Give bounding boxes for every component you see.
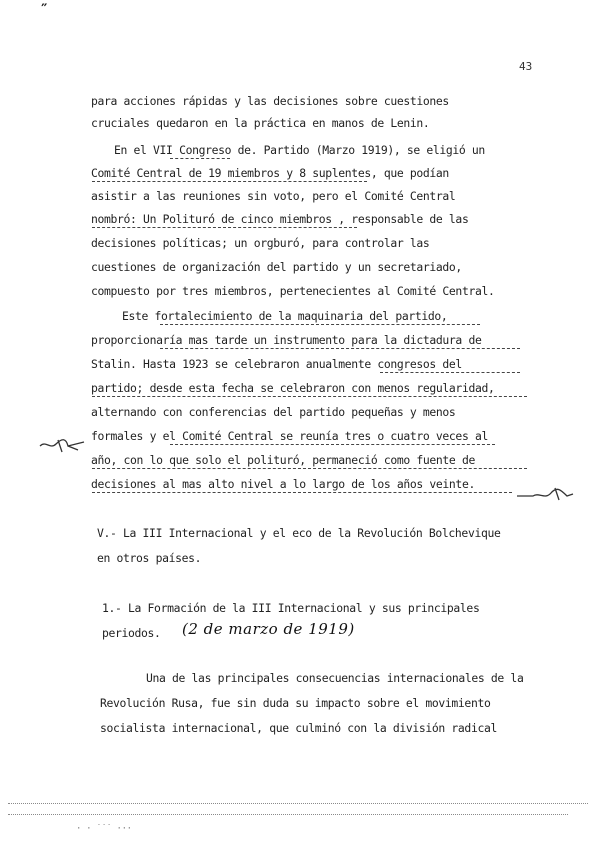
handwritten-underline (160, 348, 520, 349)
text-line: decisiones políticas; un orgburó, para controlar las (91, 236, 430, 250)
subsection-heading: 1.- La Formación de la III Internacional y sus principales (102, 601, 480, 615)
text-line: Stalin. Hasta 1923 se celebraron anualmente congresos del (91, 357, 462, 371)
text-line: Este fortalecimiento de la maquinaria del partido, (122, 309, 448, 323)
handwritten-underline (92, 181, 367, 182)
handwritten-underline (170, 444, 495, 445)
text-line: alternando con conferencias del partido pequeñas y menos (91, 405, 456, 419)
page-number: 43 (519, 60, 533, 73)
text-line: En el VII Congreso de. Partido (Marzo 1919), se eligió un (114, 143, 485, 157)
text-line: Una de las principales consecuencias internacionales de la (146, 671, 524, 685)
text-line: año, con lo que solo el polituró, permaneció como fuente de (91, 453, 475, 467)
text-line: nombró: Un Polituró de cinco miembros , responsable de las (91, 212, 469, 226)
footer-fragment: · · ˙˙˙ ··· (76, 824, 132, 834)
text-line: formales y el Comité Central se reunía tres o cuatro veces al (91, 429, 488, 443)
handwritten-underline (92, 227, 357, 228)
text-line: socialista internacional, que culminó con la división radical (100, 721, 497, 735)
text-line: cruciales quedaron en la práctica en manos de Lenin. (91, 116, 430, 130)
margin-scribble-left (38, 434, 86, 456)
footer-rule (8, 803, 588, 804)
text-line: compuesto por tres miembros, pertenecientes al Comité Central. (91, 284, 495, 298)
handwritten-underline (380, 372, 520, 373)
handwritten-underline (92, 468, 527, 469)
text-line: para acciones rápidas y las decisiones sobre cuestiones (91, 94, 449, 108)
text-line: Revolución Rusa, fue sin duda su impacto sobre el movimiento (100, 696, 491, 710)
text-line: partido; desde esta fecha se celebraron con menos regularidad, (91, 381, 495, 395)
handwritten-underline (160, 324, 480, 325)
text-line: decisiones al mas alto nivel a lo largo de los años veinte. (91, 477, 475, 491)
footer-rule (8, 814, 568, 815)
text-line: cuestiones de organización del partido y un secretariado, (91, 260, 462, 274)
top-corner-mark: ″ (40, 2, 49, 18)
text-line: asistir a las reuniones sin voto, pero el Comité Central (91, 189, 456, 203)
handwritten-underline (92, 492, 512, 493)
handwritten-date-note: (2 de marzo de 1919) (182, 620, 355, 638)
text-line: Comité Central de 19 miembros y 8 suplentes, que podían (91, 166, 449, 180)
subsection-heading: periodos. (102, 626, 161, 640)
section-heading: en otros países. (97, 551, 202, 565)
margin-scribble-right (515, 484, 575, 504)
handwritten-underline (92, 396, 527, 397)
text-line: proporcionaría mas tarde un instrumento para la dictadura de (91, 333, 482, 347)
handwritten-underline (170, 158, 230, 159)
section-heading: V.- La III Internacional y el eco de la Revolución Bolchevique (97, 526, 501, 540)
